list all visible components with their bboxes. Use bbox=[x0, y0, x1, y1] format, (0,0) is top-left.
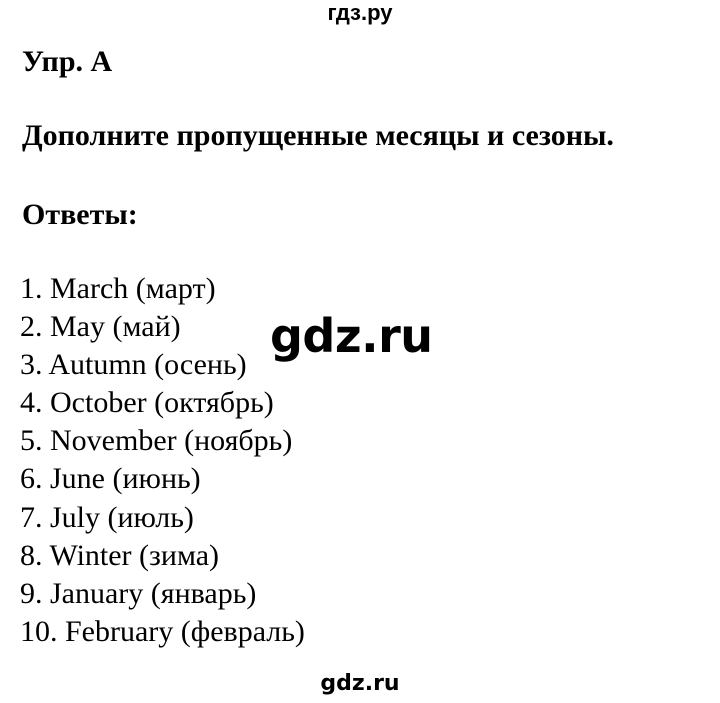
answer-list bbox=[20, 270, 305, 651]
watermark: gdz.ru bbox=[270, 309, 433, 363]
answer-item: 8. Winter (зима) bbox=[20, 538, 220, 572]
answers-heading: Ответы: bbox=[22, 198, 138, 231]
site-footer: gdz.ru bbox=[320, 671, 400, 696]
answer-item: 1. March (март) bbox=[20, 272, 216, 305]
answer-item: 3. Autumn (осень) bbox=[20, 348, 247, 382]
site-header: гдз.ру bbox=[327, 0, 393, 25]
answer-item: 10. February (февраль) bbox=[20, 614, 305, 648]
exercise-title: Упр. A bbox=[22, 45, 113, 78]
answer-item: 5. November (ноябрь) bbox=[20, 424, 293, 458]
answer-item: 9. January (январь) bbox=[20, 576, 257, 610]
exercise-instruction: Дополните пропущенные месяцы и сезоны. bbox=[22, 119, 614, 152]
answer-item: 7. July (июль) bbox=[20, 500, 194, 534]
answer-item: 2. May (май) bbox=[20, 310, 181, 344]
answer-item: 6. June (июнь) bbox=[20, 462, 201, 496]
answer-item: 4. October (октябрь) bbox=[20, 386, 274, 420]
